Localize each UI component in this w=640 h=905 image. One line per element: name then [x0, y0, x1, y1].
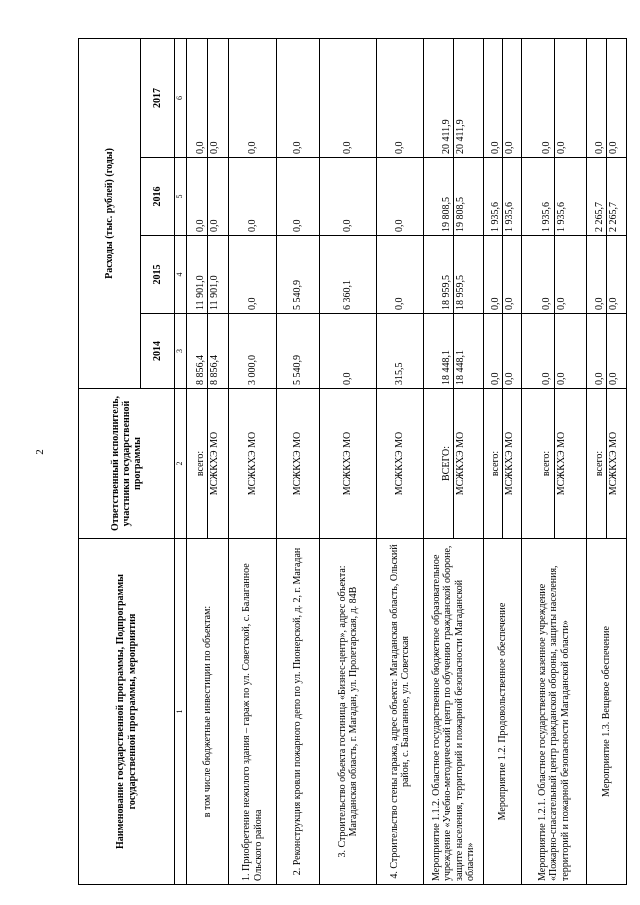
row-value-2015-value: 0,0 [502, 236, 515, 313]
table-row [587, 38, 627, 884]
row-responsible [320, 389, 377, 539]
page-number: 2 [34, 449, 46, 455]
row-value-2015 [522, 236, 587, 314]
row-value-2015-value: 0,0 [541, 297, 553, 310]
row-value-2014-value: 0,0 [554, 314, 567, 388]
row-value-2014-value: 0,0 [593, 372, 605, 385]
row-value-2017-value: 0,0 [207, 39, 220, 157]
row-responsible [484, 389, 522, 539]
row-value-2016-value: 0,0 [342, 219, 354, 232]
row-value-2014 [484, 314, 522, 389]
row-value-2014-value: 0,0 [489, 372, 501, 385]
row-responsible-value: всего: [489, 450, 501, 477]
row-value-2017-value: 0,0 [292, 141, 304, 154]
row-value-2016-value: 2 265,7 [606, 158, 619, 235]
row-value-2017 [522, 38, 587, 157]
row-responsible [277, 389, 320, 539]
row-responsible [587, 389, 627, 539]
row-value-2016-value: 0,0 [207, 158, 220, 235]
row-value-2014-value: 0,0 [502, 314, 515, 388]
index-cell: 2 [175, 389, 187, 539]
row-responsible-value: МСЖКХЭ МО [207, 389, 220, 538]
row-value-2017-value: 0,0 [606, 39, 619, 157]
row-value-2014 [587, 314, 627, 389]
row-value-2016-value: 19 808,5 [453, 158, 466, 235]
table-row [522, 38, 587, 884]
index-cell: 3 [175, 314, 187, 389]
index-cell: 4 [175, 236, 187, 314]
row-responsible-value: МСЖКХЭ МО [394, 431, 406, 496]
row-responsible-value: ВСЕГО: [440, 446, 452, 481]
header-year-2016: 2016 [141, 158, 175, 236]
row-name: 4. Строительство стены гаража, адрес объекта: Магаданская область, Ольский район, с. Балаганное, ул. Советская [377, 539, 424, 885]
row-value-2017-value: 0,0 [502, 39, 515, 157]
header-name: Наименование государственной программы, Подпрограммы государственной программы, мероприятия [79, 539, 175, 885]
row-name: Мероприятие 1.2. Продовольственное обеспечение [484, 539, 522, 885]
index-cell: 6 [175, 38, 187, 157]
row-value-2016-value: 2 265,7 [593, 202, 605, 232]
row-value-2017-value: 0,0 [394, 141, 406, 154]
row-name: 2. Реконструкция кровли пожарного депо по ул. Пионерской, д. 2, г. Магадан [277, 539, 320, 885]
row-value-2017 [377, 38, 424, 157]
table-body [187, 38, 627, 884]
row-value-2015 [377, 236, 424, 314]
row-value-2014 [377, 314, 424, 389]
row-value-2014-value: 18 448,1 [440, 350, 452, 385]
table-row [187, 38, 229, 884]
row-name: 1. Приобретение нежилого здания – гараж по ул. Советской, с. Балаганное Ольского района [229, 539, 277, 885]
row-value-2014-value: 5 540,9 [292, 355, 304, 385]
row-value-2016-value: 0,0 [394, 219, 406, 232]
row-value-2016-value: 1 935,6 [554, 158, 567, 235]
row-value-2016 [484, 158, 522, 236]
row-value-2016 [229, 158, 277, 236]
row-value-2014-value: 0,0 [342, 372, 354, 385]
row-value-2016 [320, 158, 377, 236]
row-value-2017-value: 0,0 [541, 141, 553, 154]
row-name: Мероприятие 1.2.1. Областное государственное казенное учреждение «Пожарно-спасательный центр гражданской обороны, защиты населения, территорий и пожарной безопасности Магаданской области» [522, 539, 587, 885]
row-value-2015-value: 0,0 [246, 297, 258, 310]
header-year-2015: 2015 [141, 236, 175, 314]
row-responsible-value: МСЖКХЭ МО [554, 389, 567, 538]
row-value-2015 [484, 236, 522, 314]
row-value-2014-value: 0,0 [606, 314, 619, 388]
row-value-2014-value: 18 448,1 [453, 314, 466, 388]
row-name: 3. Строительство объекта гостиница «Бизнес-центр», адрес объекта: Магаданская область, г. Магадан, ул. Пролетарская, д. 84В [320, 539, 377, 885]
row-name: Мероприятие 1.3. Вещевое обеспечение [587, 539, 627, 885]
row-value-2017 [320, 38, 377, 157]
row-value-2016 [277, 158, 320, 236]
row-value-2014-value: 0,0 [541, 372, 553, 385]
row-value-2014 [522, 314, 587, 389]
row-value-2015-value: 0,0 [606, 236, 619, 313]
row-name: Мероприятие 1.1.2. Областное государственное бюджетное образовательное учреждение «Учебно-методический центр по обучению гражданской обороне, защите населения, территорий и пожарной безопасности Магаданской области» [424, 539, 484, 885]
row-value-2015-value: 5 540,9 [292, 280, 304, 310]
row-value-2015-value: 0,0 [489, 297, 501, 310]
row-value-2015-value: 0,0 [593, 297, 605, 310]
row-value-2017 [424, 38, 484, 157]
row-value-2014-value: 8 856,4 [207, 314, 220, 388]
row-value-2015-value: 18 959,5 [453, 236, 466, 313]
table-row [277, 38, 320, 884]
row-value-2015 [424, 236, 484, 314]
row-value-2017 [277, 38, 320, 157]
expenses-table [78, 38, 627, 885]
table-row [424, 38, 484, 884]
row-value-2017 [484, 38, 522, 157]
row-value-2016-value: 1 935,6 [502, 158, 515, 235]
row-value-2017-value: 0,0 [489, 141, 501, 154]
row-value-2016-value: 0,0 [246, 219, 258, 232]
row-value-2017-value: 0,0 [246, 141, 258, 154]
row-value-2017 [229, 38, 277, 157]
row-responsible [424, 389, 484, 539]
row-name: в том числе бюджетные инвестиции по объектам: [187, 539, 229, 885]
row-value-2015 [229, 236, 277, 314]
row-value-2015-value: 18 959,5 [440, 275, 452, 310]
table-row [377, 38, 424, 884]
row-responsible [377, 389, 424, 539]
row-value-2017-value: 20 411,9 [453, 39, 466, 157]
row-responsible-value: всего: [194, 450, 206, 477]
row-value-2015-value: 6 360,1 [342, 280, 354, 310]
row-value-2014 [320, 314, 377, 389]
row-value-2015 [277, 236, 320, 314]
table-row [229, 38, 277, 884]
row-value-2015-value: 0,0 [554, 236, 567, 313]
row-value-2015 [587, 236, 627, 314]
row-value-2014-value: 3 000,0 [246, 355, 258, 385]
row-value-2017-value: 0,0 [342, 141, 354, 154]
row-value-2015 [187, 236, 229, 314]
row-responsible-value: МСЖКХЭ МО [246, 431, 258, 496]
row-responsible-value: МСЖКХЭ МО [292, 431, 304, 496]
row-value-2014 [187, 314, 229, 389]
header-responsible: Ответственный исполнитель, участники государственной программы [79, 389, 175, 539]
row-value-2016 [587, 158, 627, 236]
table-row [484, 38, 522, 884]
row-value-2016 [522, 158, 587, 236]
row-value-2017 [187, 38, 229, 157]
row-value-2014-value: 315,5 [394, 362, 406, 385]
index-cell: 1 [175, 539, 187, 885]
row-value-2017-value: 20 411,9 [440, 119, 452, 154]
row-value-2016-value: 0,0 [194, 219, 206, 232]
row-responsible-value: всего: [541, 450, 553, 477]
row-value-2017 [587, 38, 627, 157]
row-value-2016-value: 0,0 [292, 219, 304, 232]
row-value-2016 [424, 158, 484, 236]
row-value-2015 [320, 236, 377, 314]
row-value-2017-value: 0,0 [194, 141, 206, 154]
row-value-2014 [277, 314, 320, 389]
row-responsible-value: МСЖКХЭ МО [502, 389, 515, 538]
row-responsible [187, 389, 229, 539]
row-responsible-value: МСЖКХЭ МО [606, 389, 619, 538]
row-value-2014 [229, 314, 277, 389]
row-value-2015-value: 0,0 [394, 297, 406, 310]
header-expenses: Расходы (тыс. рублей) (годы) [79, 38, 141, 388]
row-value-2017-value: 0,0 [593, 141, 605, 154]
row-value-2016 [377, 158, 424, 236]
row-value-2015-value: 11 901,0 [207, 236, 220, 313]
row-responsible-value: всего: [593, 450, 605, 477]
index-cell: 5 [175, 158, 187, 236]
row-value-2016-value: 19 808,5 [440, 197, 452, 232]
table-row [320, 38, 377, 884]
row-responsible-value: МСЖКХЭ МО [453, 389, 466, 538]
row-value-2016-value: 1 935,6 [541, 202, 553, 232]
row-value-2014 [424, 314, 484, 389]
row-responsible-value: МСЖКХЭ МО [342, 431, 354, 496]
row-value-2016-value: 1 935,6 [489, 202, 501, 232]
row-responsible [522, 389, 587, 539]
rotated-table-area [78, 39, 619, 885]
row-responsible [229, 389, 277, 539]
row-value-2017-value: 0,0 [554, 39, 567, 157]
row-value-2014-value: 8 856,4 [194, 355, 206, 385]
row-value-2016 [187, 158, 229, 236]
header-year-2014: 2014 [141, 314, 175, 389]
row-value-2015-value: 11 901,0 [194, 275, 206, 310]
header-year-2017: 2017 [141, 38, 175, 157]
